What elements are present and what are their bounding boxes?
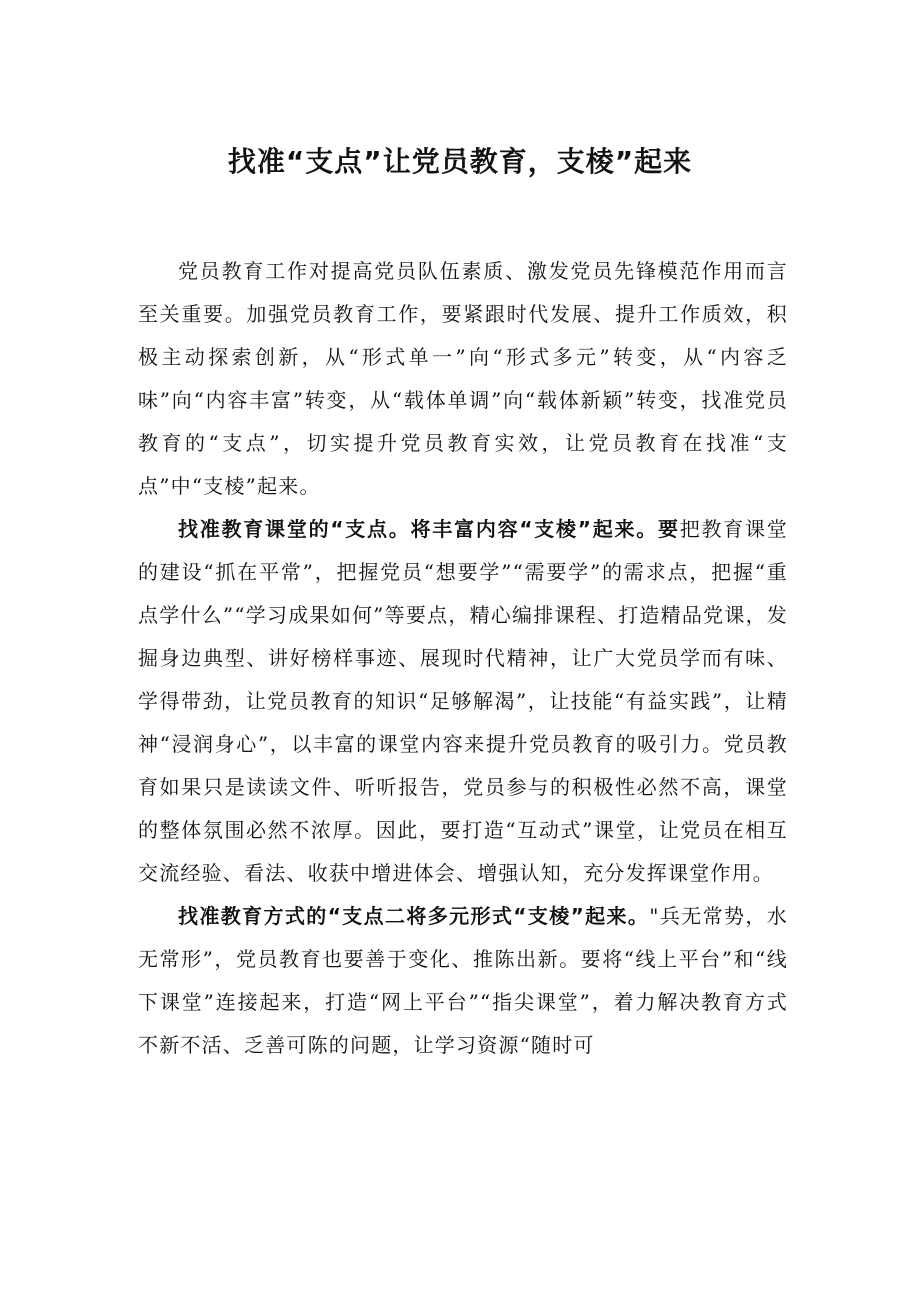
paragraph-text: 把教育课堂的建设“抓在平常”，把握党员“想要学”“需要学”的需求点，把握“重点学什么”“学习成果如何”等要点，精心编排课程、打造精品党课，发掘身边典型、讲好榜样事迹、展现时代精神，让广大党员学而有味、学得带劲，让党员教育的知识“足够解渴”，让技能“有益实践”，让精神“浸润身心”，以丰富的课堂内容来提升党员教育的吸引力。党员教育如果只是读读文件、听听报告，党员参与的积极性必然不高，课堂的整体氛围必然不浓厚。因此，要打造“互动式”课堂，让党员在相互交流经验、看法、收获中增进体会、增强认知，充分发挥课堂作用。 bbox=[138, 517, 789, 885]
paragraph-lead: 找准教育课堂的“支点。将丰富内容“支棱”起来。要 bbox=[178, 517, 680, 541]
paragraph-intro bbox=[138, 250, 788, 508]
paragraph-methods bbox=[138, 895, 788, 1067]
document-title: 找准“支点”让党员教育，支棱”起来 bbox=[227, 145, 693, 178]
document-body bbox=[138, 250, 788, 1067]
paragraph-lead: 找准教育方式的“支点二将多元形式“支棱”起来。 bbox=[178, 904, 650, 928]
paragraph-classroom bbox=[138, 508, 788, 895]
paragraph-text: "兵无常势，水无常形”，党员教育也要善于变化、推陈出新。要将“线上平台”和“线下课堂”连接起来，打造“网上平台”“指尖课堂”，着力解决教育方式不新不活、乏善可陈的问题，让学习资源“随时可 bbox=[138, 904, 788, 1057]
paragraph-text: 党员教育工作对提高党员队伍素质、激发党员先锋模范作用而言至关重要。加强党员教育工作，要紧跟时代发展、提升工作质效，积极主动探索创新，从“形式单一”向“形式多元”转变，从“内容乏味”向“内容丰富”转变，从“载体单调”向“载体新颖”转变，找准党员教育的“支点”，切实提升党员教育实效，让党员教育在找准“支点”中“支棱”起来。 bbox=[138, 259, 788, 498]
